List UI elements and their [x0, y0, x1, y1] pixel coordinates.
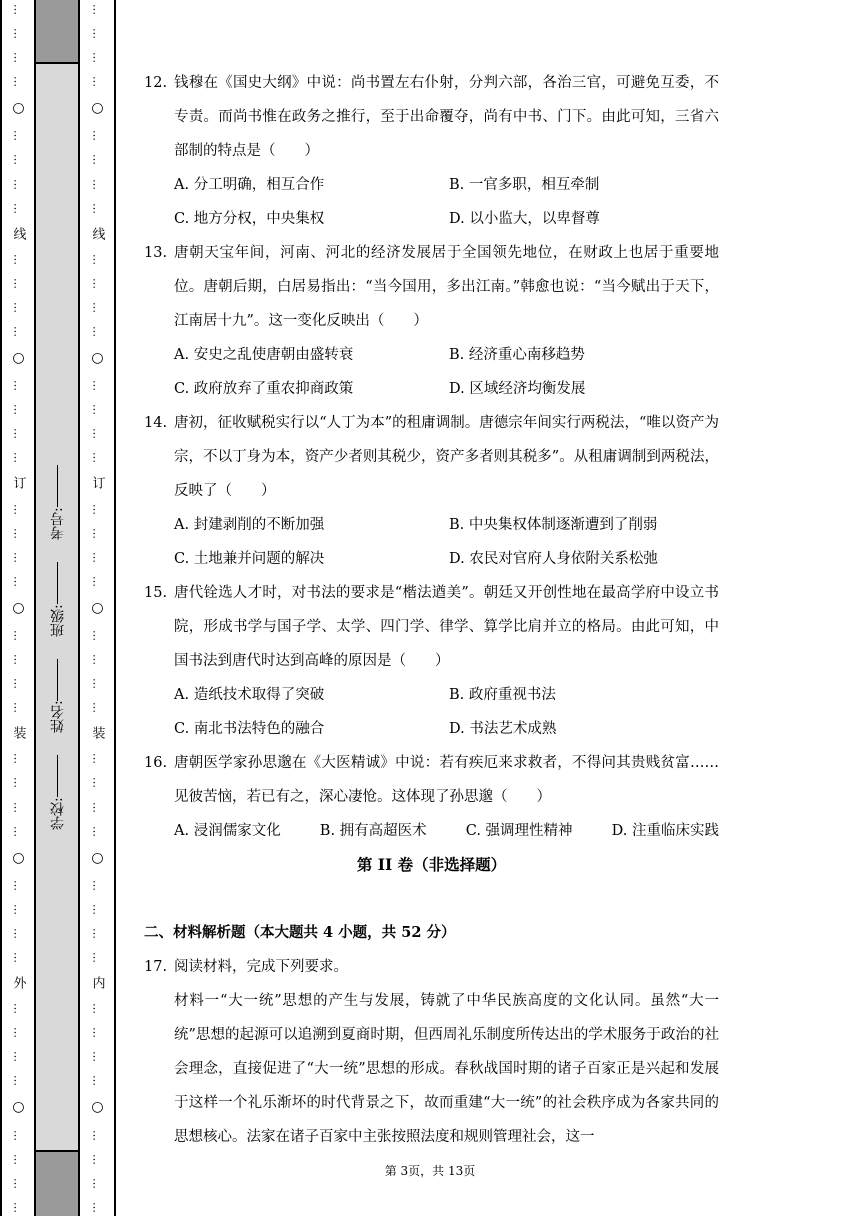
class-label: 班级: [50, 603, 66, 637]
dot-icon: … [90, 903, 104, 914]
dot-icon: … [11, 4, 25, 14]
dot-icon: … [90, 527, 104, 538]
dot-icon: … [11, 452, 25, 463]
circle-icon: ○ [10, 599, 27, 616]
dot-icon: … [90, 951, 104, 962]
question-number: 12. [144, 75, 168, 91]
page-content [144, 66, 719, 1154]
exam-no-blank[interactable] [57, 465, 59, 507]
school-blank[interactable] [57, 755, 59, 797]
circle-icon: ○ [89, 350, 106, 367]
option-b[interactable]: B. 政府重视书法 [449, 687, 556, 703]
dot-icon: … [90, 28, 104, 39]
question-number: 17. [144, 959, 168, 975]
question-text: 唐朝医学家孙思邈在《大医精诚》中说：若有疾厄来求救者，不得问其贵贱贫富……见彼苦恼，若已有之，深心凄怆。这体现了孙思邈（ ） [174, 755, 719, 805]
dot-icon: … [11, 1153, 25, 1164]
inner-label-ding: 订 [89, 476, 105, 490]
dot-icon: … [90, 654, 104, 665]
option-d[interactable]: D. 注重临床实践 [611, 823, 719, 839]
option-b[interactable]: B. 一官多职，相互牵制 [449, 177, 600, 193]
inner-label-zhuang: 装 [89, 726, 105, 740]
circle-icon: ○ [10, 849, 27, 866]
circle-icon: ○ [89, 100, 106, 117]
question-text: 唐代铨选人才时，对书法的要求是“楷法遒美”。朝廷又开创性地在最高学府中设立书院，形成书学与国子学、太学、四门学、律学、算学比肩并立的格局。由此可知，中国书法到唐代时达到高峰的原因是（ ） [174, 585, 719, 669]
question-number: 14. [144, 415, 168, 431]
dot-icon: … [11, 879, 25, 890]
option-a[interactable]: A. 浸润儒家文化 [174, 823, 281, 839]
binding-outer-column [7, 0, 29, 1216]
dot-icon: … [11, 753, 25, 764]
option-c[interactable]: C. 地方分权，中央集权 [174, 211, 325, 227]
inner-label-xian: 线 [89, 226, 105, 240]
option-a[interactable]: A. 造纸技术取得了突破 [174, 687, 325, 703]
option-b[interactable]: B. 经济重心南移趋势 [449, 347, 585, 363]
dot-icon: … [11, 1201, 25, 1212]
dot-icon: … [90, 801, 104, 812]
binding-cap-top [36, 0, 78, 62]
dot-icon: … [90, 1003, 104, 1014]
dot-icon: … [11, 801, 25, 812]
dot-icon: … [90, 1075, 104, 1086]
option-c[interactable]: C. 政府放弃了重农抑商政策 [174, 381, 354, 397]
dot-icon: … [90, 629, 104, 640]
dot-icon: … [11, 551, 25, 562]
dot-icon: … [90, 777, 104, 788]
dot-icon: … [90, 76, 104, 87]
dot-icon: … [90, 879, 104, 890]
dot-icon: … [11, 1129, 25, 1140]
dot-icon: … [11, 1051, 25, 1062]
binding-inner-column [86, 0, 108, 1216]
dot-icon: … [90, 154, 104, 165]
dot-icon: … [11, 654, 25, 665]
outer-label-zhuang: 装 [10, 726, 26, 740]
dot-icon: … [90, 404, 104, 415]
question-text: 钱穆在《国史大纲》中说：尚书置左右仆射，分判六部，各治三官，可避免互委，不专责。而尚书惟在政务之推行，至于出命覆夺，尚有中书、门下。由此可知，三省六部制的特点是（ ） [174, 75, 719, 159]
dot-icon: … [11, 52, 25, 63]
dot-icon: … [11, 678, 25, 689]
question-13 [144, 236, 719, 406]
dot-icon: … [11, 380, 25, 391]
dot-icon: … [90, 1153, 104, 1164]
dot-icon: … [90, 4, 104, 14]
inner-label-side: 内 [89, 976, 105, 990]
circle-icon: ○ [89, 599, 106, 616]
dot-icon: … [90, 380, 104, 391]
option-b[interactable]: B. 中央集权体制逐渐遭到了削弱 [449, 517, 658, 533]
student-info [44, 390, 72, 830]
dot-icon: … [90, 1129, 104, 1140]
dot-icon: … [11, 951, 25, 962]
option-b[interactable]: B. 拥有高超医术 [319, 823, 427, 839]
option-a[interactable]: A. 分工明确，相互合作 [174, 177, 325, 193]
dot-icon: … [11, 575, 25, 586]
question-15 [144, 576, 719, 746]
dot-icon: … [90, 1177, 104, 1188]
dot-icon: … [11, 927, 25, 938]
dot-icon: … [11, 253, 25, 264]
option-a[interactable]: A. 安史之乱使唐朝由盛转衰 [174, 347, 354, 363]
option-d[interactable]: D. 农民对官府人身依附关系松弛 [449, 551, 658, 567]
dot-icon: … [90, 1201, 104, 1212]
dot-icon: … [11, 1003, 25, 1014]
option-d[interactable]: D. 书法艺术成熟 [449, 721, 557, 737]
dot-icon: … [90, 503, 104, 514]
outer-label-side: 外 [10, 976, 26, 990]
question-text: 唐朝天宝年间，河南、河北的经济发展居于全国领先地位，在财政上也居于重要地位。唐朝后期，白居易指出：“当今国用，多出江南。”韩愈也说：“当今赋出于天下，江南居十九”。这一变化反映出（ ） [174, 245, 719, 329]
circle-icon: ○ [89, 849, 106, 866]
dot-icon: … [90, 927, 104, 938]
option-d[interactable]: D. 区域经济均衡发展 [449, 381, 586, 397]
exam-no-label: 考号: [50, 507, 66, 540]
dot-icon: … [11, 702, 25, 713]
dot-icon: … [11, 28, 25, 39]
dot-icon: … [11, 503, 25, 514]
circle-icon: ○ [89, 1099, 106, 1116]
dot-icon: … [90, 326, 104, 337]
option-d[interactable]: D. 以小监大，以卑督尊 [449, 211, 600, 227]
dot-icon: … [90, 452, 104, 463]
part-title: 二、材料解析题（本大题共 4 小题，共 52 分） [144, 924, 456, 941]
dot-icon: … [90, 678, 104, 689]
dot-icon: … [11, 404, 25, 415]
class-blank[interactable] [57, 562, 59, 604]
dot-icon: … [11, 1027, 25, 1038]
dot-icon: … [11, 825, 25, 836]
dot-icon: … [11, 277, 25, 288]
option-c[interactable]: C. 土地兼并问题的解决 [174, 551, 325, 567]
dot-icon: … [11, 629, 25, 640]
question-number: 16. [144, 755, 168, 771]
dot-icon: … [11, 527, 25, 538]
question-14 [144, 406, 719, 576]
dot-icon: … [11, 76, 25, 87]
dot-icon: … [90, 551, 104, 562]
option-c[interactable]: C. 南北书法特色的融合 [174, 721, 325, 737]
option-a[interactable]: A. 封建剥削的不断加强 [174, 517, 325, 533]
dot-icon: … [11, 202, 25, 213]
dot-icon: … [11, 301, 25, 312]
dot-icon: … [90, 575, 104, 586]
dot-icon: … [90, 1051, 104, 1062]
dot-icon: … [90, 277, 104, 288]
school-label: 学校: [50, 797, 66, 830]
dot-icon: … [11, 130, 25, 141]
dot-icon: … [11, 777, 25, 788]
question-12 [144, 66, 719, 236]
name-blank[interactable] [57, 659, 59, 701]
question-16 [144, 746, 719, 848]
dot-icon: … [90, 753, 104, 764]
outer-label-ding: 订 [10, 476, 26, 490]
circle-icon: ○ [10, 350, 27, 367]
dot-icon: … [11, 1075, 25, 1086]
dot-icon: … [90, 702, 104, 713]
dot-icon: … [90, 178, 104, 189]
question-number: 13. [144, 245, 168, 261]
dot-icon: … [90, 1027, 104, 1038]
dot-icon: … [90, 130, 104, 141]
dot-icon: … [90, 428, 104, 439]
dot-icon: … [11, 428, 25, 439]
dot-icon: … [11, 326, 25, 337]
outer-label-xian: 线 [10, 226, 26, 240]
dot-icon: … [11, 154, 25, 165]
dot-icon: … [11, 178, 25, 189]
question-17 [144, 950, 719, 1154]
dot-icon: … [90, 825, 104, 836]
dot-icon: … [90, 301, 104, 312]
section-title: 第 II 卷（非选择题） [356, 855, 507, 874]
dot-icon: … [11, 1177, 25, 1188]
dot-icon: … [90, 253, 104, 264]
dot-icon: … [90, 52, 104, 63]
option-c[interactable]: C. 强调理性精神 [465, 823, 573, 839]
circle-icon: ○ [10, 1099, 27, 1116]
name-label: 姓名: [50, 700, 66, 734]
dot-icon: … [11, 903, 25, 914]
dot-icon: … [90, 202, 104, 213]
question-number: 15. [144, 585, 168, 601]
circle-icon: ○ [10, 100, 27, 117]
material-text: 材料一“大一统”思想的产生与发展，铸就了中华民族高度的文化认同。虽然“大一统”思想的起源可以追溯到夏商时期，但西周礼乐制度所传达出的学术服务于政治的社会理念，直接促进了“大一统”思想的形成。春秋战国时期的诸子百家正是兴起和发展于这样一个礼乐渐坏的时代背景之下，故而重建“大一统”的社会秩序成为各家共同的思想核心。法家在诸子百家中主张按照法度和规则管理社会，这一 [174, 993, 719, 1145]
page-footer: 第 3页，共 13页 [384, 1164, 476, 1178]
question-text: 唐初，征收赋税实行以“人丁为本”的租庸调制。唐德宗年间实行两税法，“唯以资产为宗，不以丁身为本，资产少者则其税少，资产多者则其税多”。从租庸调制到两税法，反映了（ ） [174, 415, 719, 499]
question-stem: 阅读材料，完成下列要求。 [174, 959, 348, 975]
